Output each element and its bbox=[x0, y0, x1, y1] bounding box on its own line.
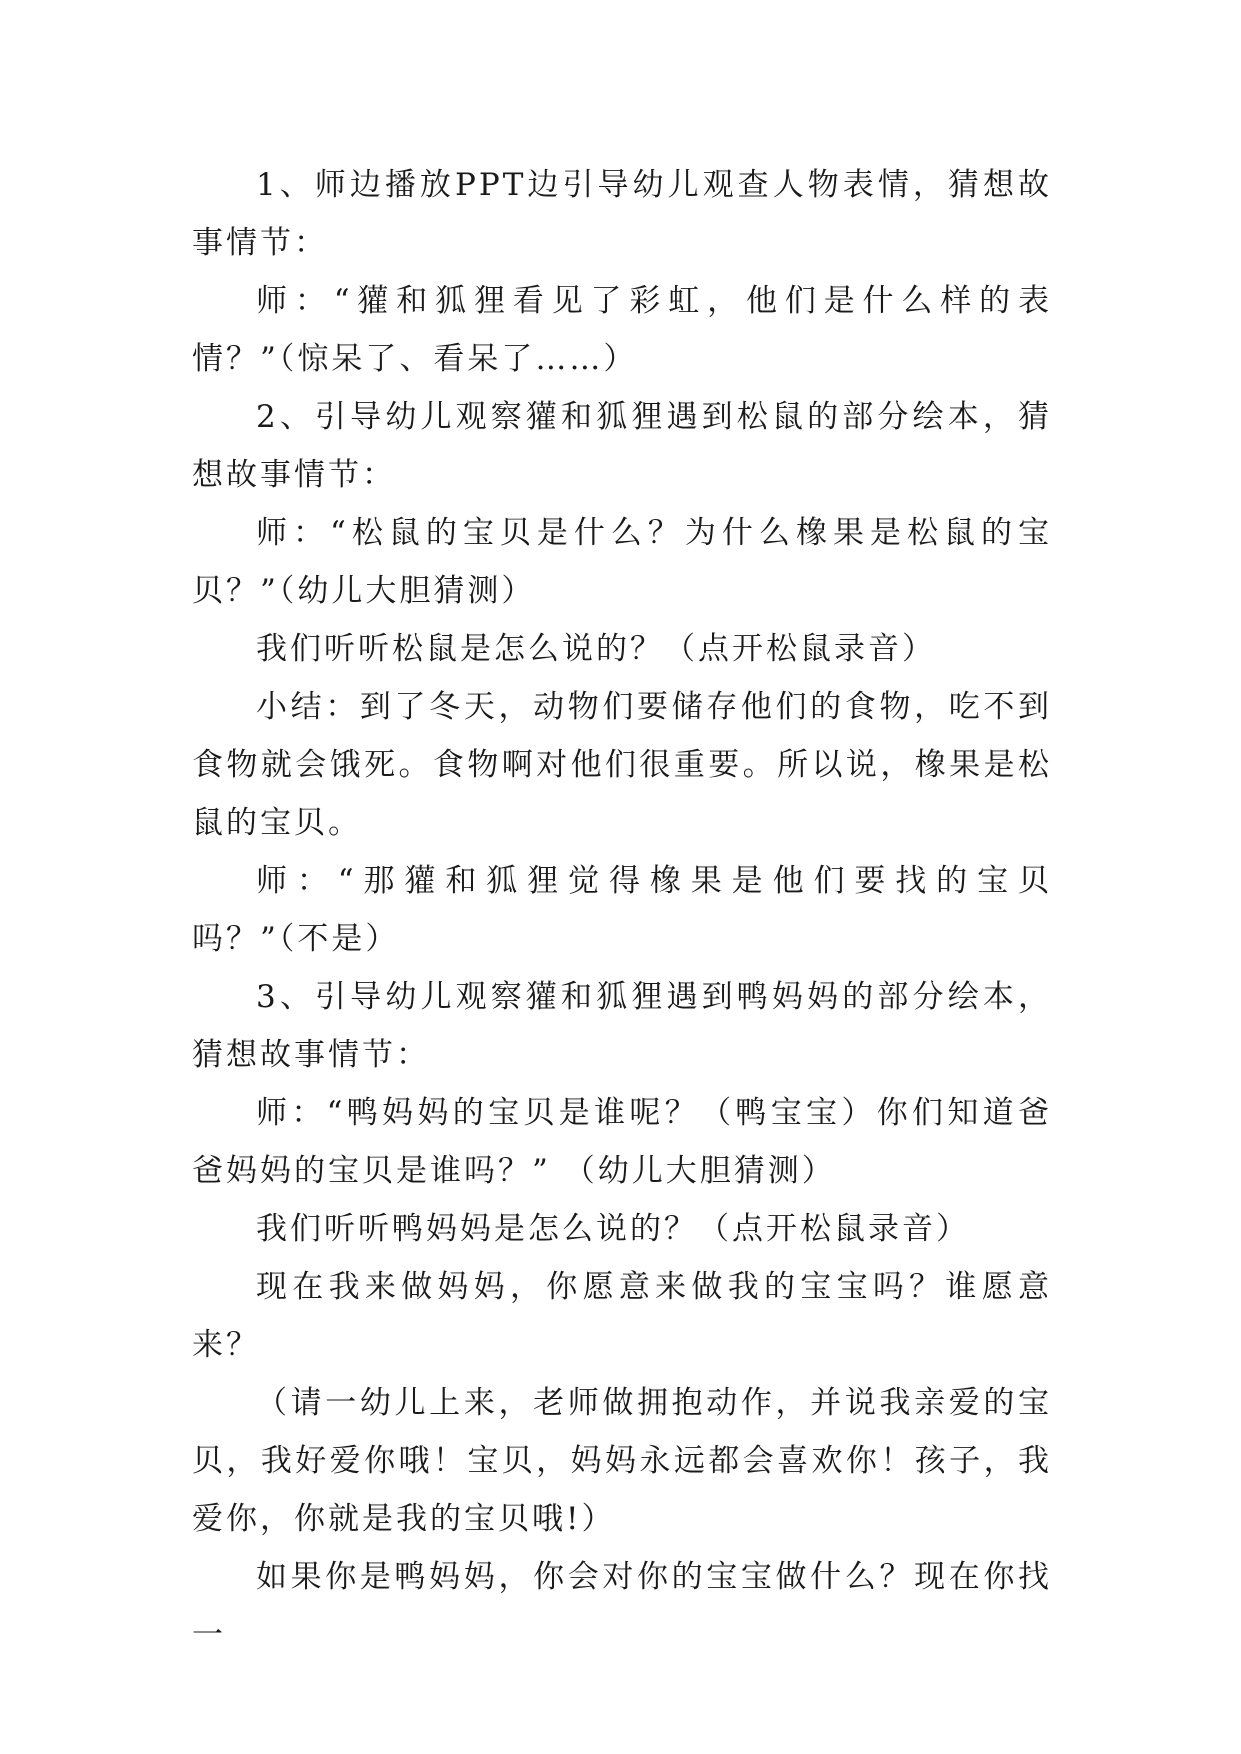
paragraph-teacher-duck: 师：“鸭妈妈的宝贝是谁呢？（鸭宝宝）你们知道爸爸妈妈的宝贝是谁吗？” （幼儿大胆猜测） bbox=[192, 1095, 1052, 1189]
paragraph-teacher-rainbow: 师：“獾和狐狸看见了彩虹，他们是什么样的表情？”（惊呆了、看呆了……） bbox=[192, 283, 1052, 377]
paragraph-step-3: 3、引导幼儿观察獾和狐狸遇到鸭妈妈的部分绘本，猜想故事情节： bbox=[192, 979, 1052, 1073]
paragraph-step-1: 1、师边播放PPT边引导幼儿观查人物表情，猜想故事情节： bbox=[192, 167, 1052, 261]
paragraph-summary: 小结：到了冬天，动物们要储存他们的食物，吃不到食物就会饿死。食物啊对他们很重要。所以说，橡果是松鼠的宝贝。 bbox=[192, 689, 1052, 841]
paragraph-be-mother: 现在我来做妈妈，你愿意来做我的宝宝吗？谁愿意来？ bbox=[192, 1269, 1052, 1363]
paragraph-step-2: 2、引导幼儿观察獾和狐狸遇到松鼠的部分绘本，猜想故事情节： bbox=[192, 399, 1052, 493]
paragraph-listen-duck: 我们听听鸭妈妈是怎么说的？（点开松鼠录音） bbox=[256, 1211, 970, 1247]
paragraph-teacher-squirrel: 师：“松鼠的宝贝是什么？为什么橡果是松鼠的宝贝？”（幼儿大胆猜测） bbox=[192, 515, 1052, 609]
document-body bbox=[192, 156, 1052, 1664]
paragraph-hug-activity: （请一幼儿上来，老师做拥抱动作，并说我亲爱的宝贝，我好爱你哦！宝贝，妈妈永远都会喜欢你！孩子，我爱你，你就是我的宝贝哦!） bbox=[192, 1385, 1052, 1537]
paragraph-if-duck-mother: 如果你是鸭妈妈，你会对你的宝宝做什么？现在你找一 bbox=[192, 1559, 1052, 1653]
paragraph-teacher-acorn: 师：“那獾和狐狸觉得橡果是他们要找的宝贝吗？”（不是） bbox=[192, 863, 1052, 957]
paragraph-listen-squirrel: 我们听听松鼠是怎么说的？（点开松鼠录音） bbox=[256, 631, 936, 667]
